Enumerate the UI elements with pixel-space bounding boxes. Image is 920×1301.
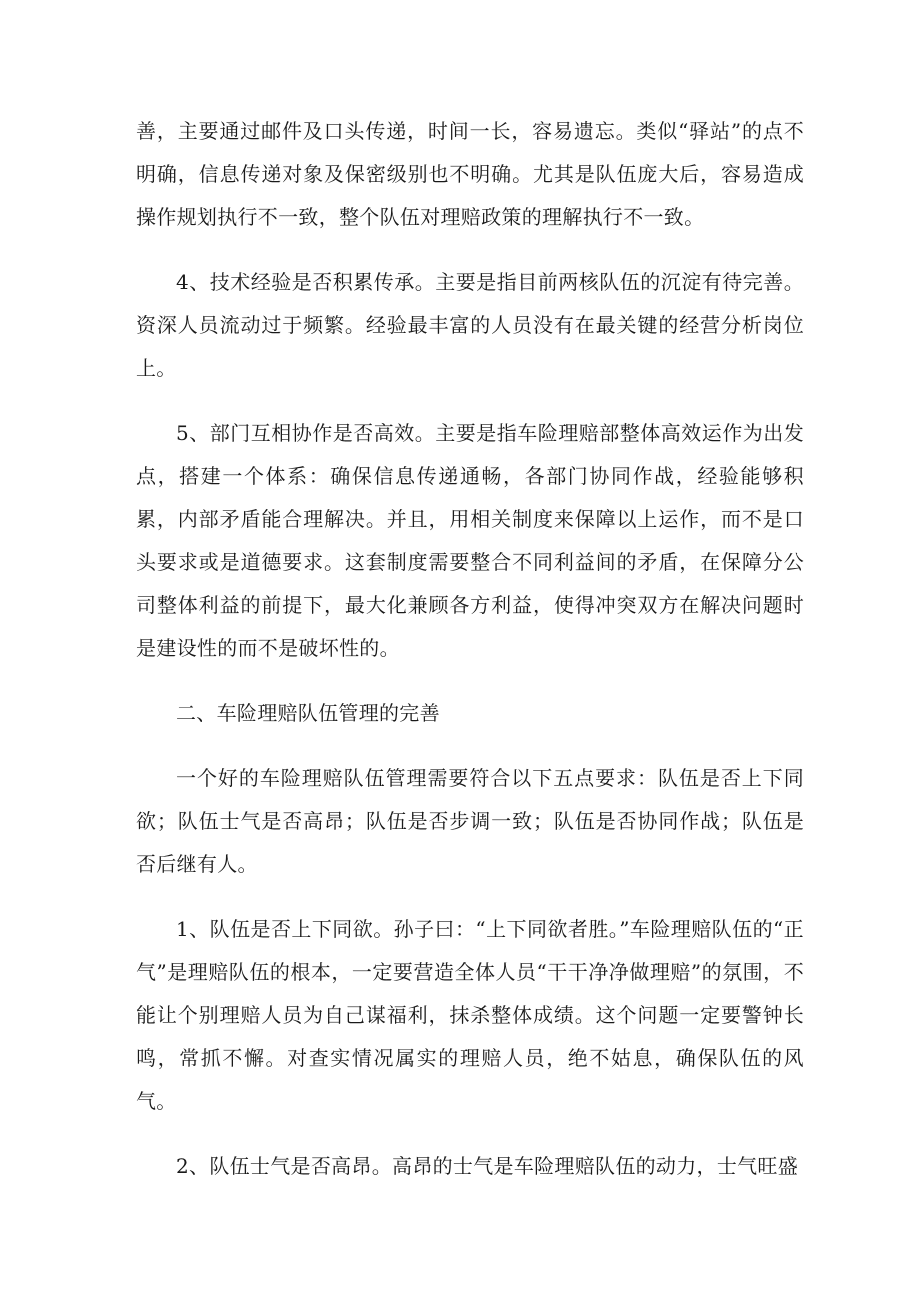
paragraph-continued: 善，主要通过邮件及口头传递，时间一长，容易遗忘。类似“驿站”的点不明确，信息传递对象及保密级别也不明确。尤其是队伍庞大后，容易造成操作规划执行不一致，整个队伍对理赔政策的理解执行不一致。 — [136, 119, 804, 229]
paragraph-5-department-collaboration: 5、部门互相协作是否高效。主要是指车险理赔部整体高效运作为出发点，搭建一个体系：确保信息传递通畅，各部门协同作战，经验能够积累，内部矛盾能合理解决。并且，用相关制度来保障以上运作，而不是口头要求或是道德要求。这套制度需要整合不同利益间的矛盾，在保障分公司整体利益的前提下，最大化兼顾各方利益，使得冲突双方在解决问题时是建设性的而不是破坏性的。 — [136, 421, 804, 660]
paragraph-2-team-morale: 2、队伍士气是否高昂。高昂的士气是车险理赔队伍的动力，士气旺盛 — [176, 1154, 799, 1178]
paragraph-team-requirements: 一个好的车险理赔队伍管理需要符合以下五点要求：队伍是否上下同欲；队伍士气是否高昂；队伍是否步调一致；队伍是否协同作战；队伍是否后继有人。 — [136, 766, 804, 876]
paragraph-1-shared-goals: 1、队伍是否上下同欲。孙子曰：“上下同欲者胜。”车险理赔队伍的“正气”是理赔队伍的根本，一定要营造全体人员“干干净净做理赔”的氛围，不能让个别理赔人员为自己谋福利，抹杀整体成绩。这个问题一定要警钟长鸣，常抓不懈。对查实情况属实的理赔人员，绝不姑息，确保队伍的风气。 — [136, 917, 804, 1113]
document-body — [136, 110, 804, 1210]
section-heading-2: 二、车险理赔队伍管理的完善 — [176, 701, 440, 725]
paragraph-4-technical-experience: 4、技术经验是否积累传承。主要是指目前两核队伍的沉淀有待完善。资深人员流动过于频繁。经验最丰富的人员没有在最关键的经营分析岗位上。 — [136, 270, 804, 380]
